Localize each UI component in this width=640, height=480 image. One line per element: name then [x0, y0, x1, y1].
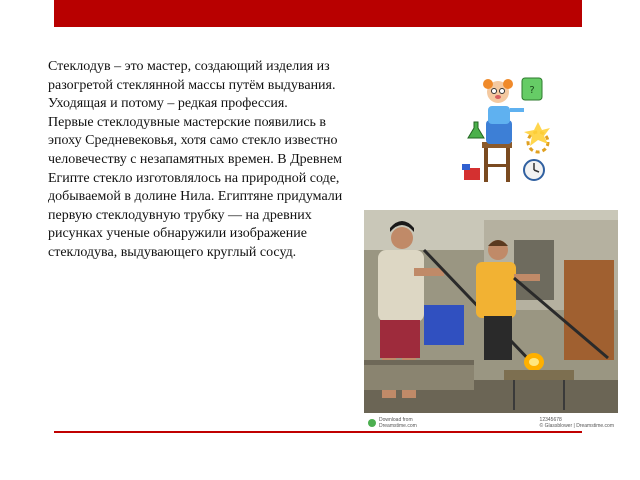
watermark-right-line-1: 12345678 — [539, 416, 562, 423]
watermark-left-line-2: Dreamstime.com — [379, 422, 417, 429]
svg-text:?: ? — [529, 85, 535, 96]
paragraph-definition: Стеклодув – это мастер, создающий изделия из разогретой стеклянной массы путём выдувания. Уходящая и потому – редкая профессия. — [48, 59, 336, 112]
title-accent-bar — [54, 0, 582, 27]
watermark-left-line-1: Download from — [379, 416, 413, 423]
body-text — [48, 58, 358, 263]
watermark-right-line-2: © Glassblower | Dreamstime.com — [539, 422, 614, 429]
dreamstime-logo-icon — [368, 419, 376, 427]
bottom-divider-line — [54, 431, 582, 433]
scientist-clipart-icon — [458, 64, 560, 192]
glassblowers-photo-icon — [364, 210, 618, 432]
photo-watermark-bar — [364, 413, 618, 432]
paragraph-history: Первые стеклодувные мастерские появились в эпоху Средневековья, хотя само стекло известно человечеству с незапамятных времен. В Древнем Египте стекло изготовлялось на природной соде, добываемой в долине Нила. Египтяне придумали первую стеклодувную трубку — на древних рисунках ученые обнаружили изображение стеклодува, выдувающего круглый сосуд. — [48, 114, 343, 260]
